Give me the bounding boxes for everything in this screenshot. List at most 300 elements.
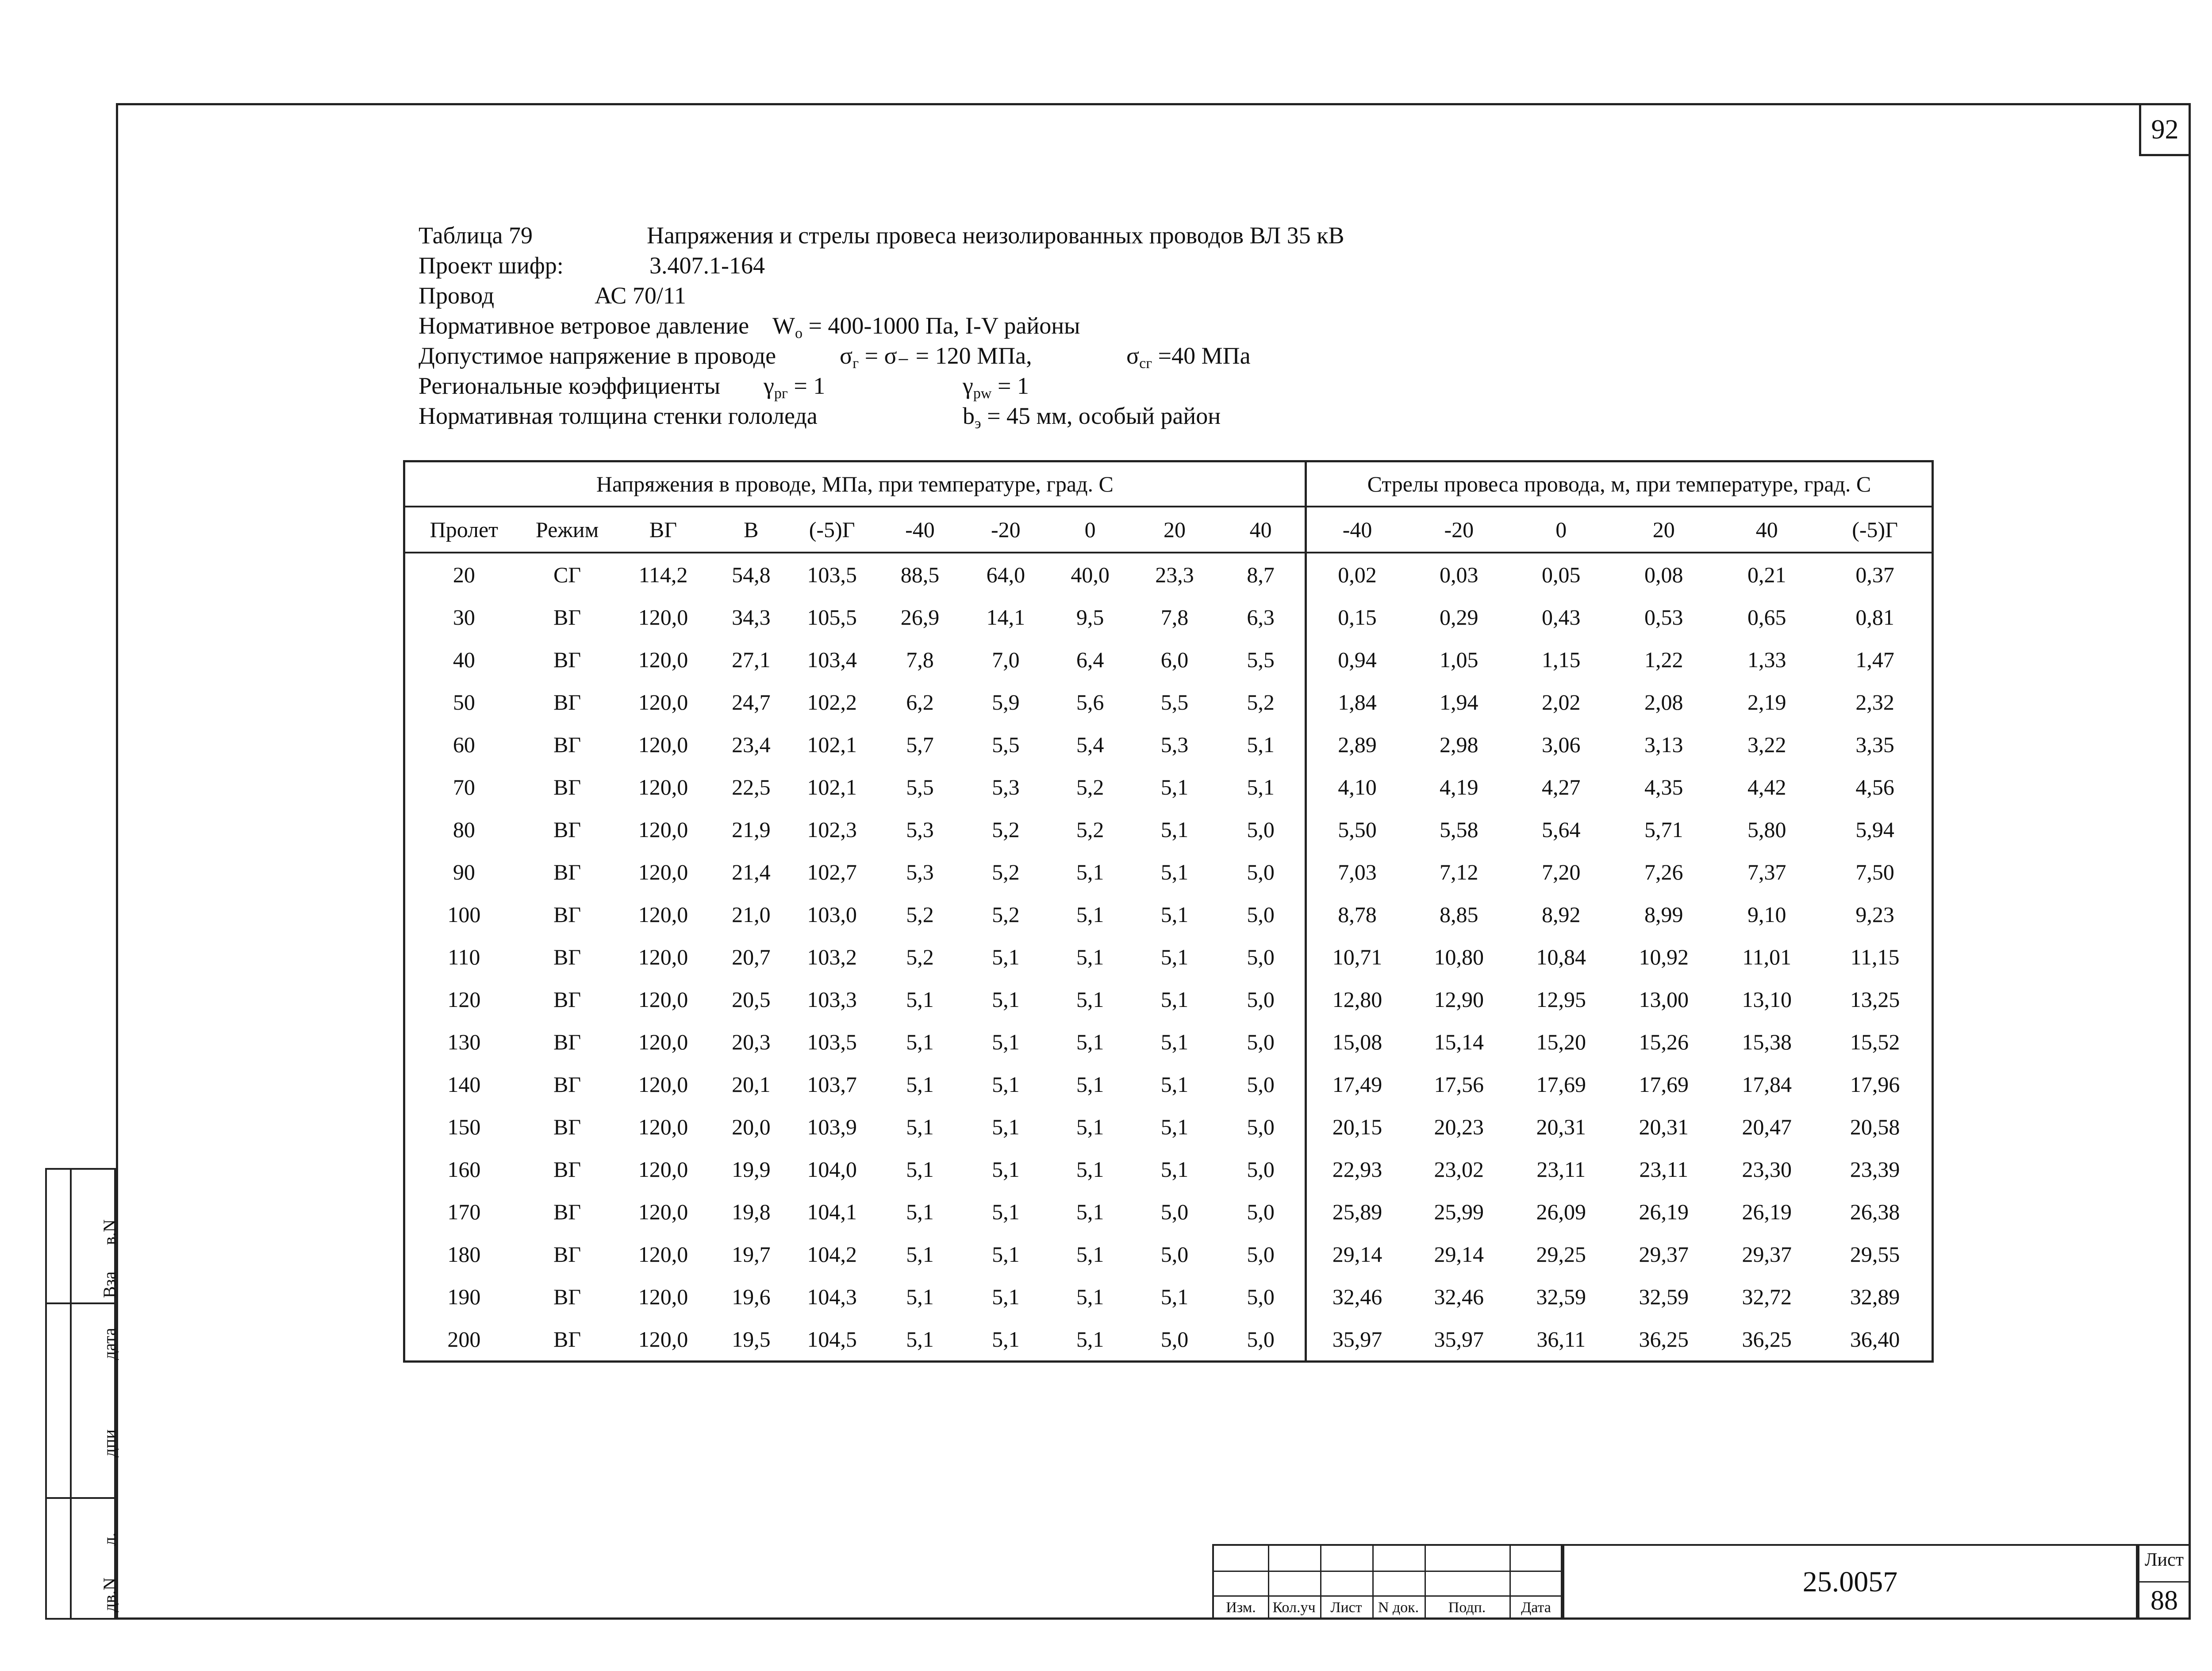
table-cell: 5,6 — [1076, 690, 1104, 714]
side-label-sign: дпи — [100, 1429, 119, 1457]
table-cell: 5,3 — [906, 817, 934, 842]
table-cell: 7,20 — [1542, 860, 1581, 884]
table-cell: 23,30 — [1742, 1157, 1792, 1182]
table-cell: 17,56 — [1434, 1072, 1484, 1097]
table-cell: 5,1 — [1076, 1284, 1104, 1309]
table-cell: 5,1 — [992, 1284, 1020, 1309]
sheet-box — [2138, 1544, 2191, 1620]
table-cell: 26,09 — [1536, 1199, 1586, 1224]
page-number: 92 — [2139, 103, 2191, 156]
table-cell: 120,0 — [638, 605, 688, 630]
stamp-label-list: Лист — [1330, 1599, 1362, 1616]
coef-value-1: = 1 — [794, 373, 826, 399]
table-cell: 60 — [404, 723, 523, 766]
table-cell: 15,08 — [1306, 1021, 1408, 1063]
table-cell: 19,6 — [732, 1284, 771, 1309]
table-cell: 3,13 — [1644, 732, 1683, 757]
table-cell: 35,97 — [1306, 1318, 1408, 1362]
table-cell: 5,0 — [1247, 1242, 1275, 1267]
table-cell: 5,1 — [1160, 1114, 1189, 1139]
table-cell: 104,0 — [807, 1157, 857, 1182]
table-cell: 5,2 — [992, 860, 1020, 884]
table-cell: 120,0 — [638, 732, 688, 757]
table-cell: 15,26 — [1639, 1029, 1689, 1054]
table-row — [404, 1191, 1933, 1233]
ice-value: = 45 мм, особый район — [987, 403, 1221, 429]
table-cell: 20,58 — [1818, 1106, 1932, 1148]
table-cell: 5,58 — [1440, 817, 1479, 842]
table-cell: 4,42 — [1747, 775, 1786, 799]
table-cell: 25,99 — [1434, 1199, 1484, 1224]
table-cell: 40 — [404, 638, 523, 681]
table-cell: ВГ — [553, 1284, 581, 1309]
table-cell: ВГ — [553, 860, 581, 884]
table-cell: 6,2 — [906, 690, 934, 714]
table-cell: 190 — [404, 1275, 523, 1318]
table-cell: 20,5 — [732, 987, 771, 1012]
table-row — [404, 596, 1933, 638]
gamma-subscript-2: рw — [973, 385, 992, 402]
table-cell: 5,1 — [906, 1157, 934, 1182]
table-cell: 5,80 — [1747, 817, 1786, 842]
table-cell: 0,43 — [1542, 605, 1581, 630]
table-cell: ВГ — [553, 1242, 581, 1267]
table-cell: 5,71 — [1644, 817, 1683, 842]
table-cell: 1,05 — [1440, 647, 1479, 672]
table-cell: 5,0 — [1160, 1242, 1189, 1267]
table-row — [404, 723, 1933, 766]
column-header: -20 — [964, 507, 1048, 553]
table-cell: 5,1 — [992, 1199, 1020, 1224]
table-cell: 5,2 — [906, 902, 934, 927]
table-row — [404, 978, 1933, 1021]
table-cell: 5,1 — [1076, 860, 1104, 884]
table-cell: 8,85 — [1440, 902, 1479, 927]
table-cell: 120,0 — [638, 1029, 688, 1054]
ice-label: Нормативная толщина стенки гололеда — [419, 403, 818, 429]
table-row — [404, 766, 1933, 808]
side-label-l: л. — [100, 1533, 119, 1546]
wind-symbol: W — [772, 312, 795, 339]
wind-subscript: о — [795, 325, 803, 342]
side-label-inv-orig: дв.N — [100, 1577, 119, 1612]
table-cell: 20,3 — [732, 1029, 771, 1054]
table-cell: 5,1 — [1076, 1114, 1104, 1139]
column-header: 20 — [1612, 507, 1715, 553]
table-cell: 5,9 — [992, 690, 1020, 714]
table-cell: 20,31 — [1536, 1114, 1586, 1139]
column-header: (-5)Г — [1818, 507, 1932, 553]
table-cell: СГ — [553, 562, 581, 587]
table-cell: 4,35 — [1644, 775, 1683, 799]
sigma-subscript-1: г — [853, 355, 859, 372]
column-header: (-5)Г — [787, 507, 876, 553]
table-cell: 20 — [404, 553, 523, 596]
table-cell: 5,1 — [906, 1242, 934, 1267]
table-cell: 5,1 — [992, 1114, 1020, 1139]
table-cell: 120,0 — [638, 902, 688, 927]
table-cell: 5,1 — [876, 1318, 964, 1362]
table-cell: 5,1 — [906, 1199, 934, 1224]
table-cell: 5,1 — [1160, 775, 1189, 799]
table-cell: 102,3 — [807, 817, 857, 842]
table-cell: 6,3 — [1247, 605, 1275, 630]
table-cell: 102,1 — [807, 775, 857, 799]
table-cell: ВГ — [553, 605, 581, 630]
side-label-inv: в.N — [100, 1219, 119, 1245]
ice-subscript: э — [975, 415, 981, 432]
table-cell: 7,50 — [1818, 851, 1932, 893]
table-row — [404, 1275, 1933, 1318]
table-cell: 0,08 — [1644, 562, 1683, 587]
table-cell: 29,14 — [1434, 1242, 1484, 1267]
table-cell: 5,0 — [1247, 945, 1275, 969]
table-cell: 5,7 — [906, 732, 934, 757]
table-cell: 200 — [404, 1318, 523, 1362]
table-cell: 120,0 — [638, 987, 688, 1012]
table-cell: 5,64 — [1542, 817, 1581, 842]
table-row — [404, 808, 1933, 851]
stress-value-1: = σ₋ = 120 МПа, — [864, 342, 1032, 369]
table-cell: 1,94 — [1440, 690, 1479, 714]
table-cell: 7,37 — [1747, 860, 1786, 884]
table-cell: 7,12 — [1440, 860, 1479, 884]
table-cell: 36,25 — [1715, 1318, 1818, 1362]
table-cell: 15,52 — [1818, 1021, 1932, 1063]
table-cell: 9,23 — [1818, 893, 1932, 936]
wire-value: АС 70/11 — [595, 282, 686, 309]
table-cell: 36,11 — [1510, 1318, 1612, 1362]
table-cell: 5,1 — [992, 1242, 1020, 1267]
table-cell: ВГ — [553, 1114, 581, 1139]
table-cell: 88,5 — [900, 562, 940, 587]
table-cell: 29,25 — [1536, 1242, 1586, 1267]
table-cell: 5,1 — [1160, 945, 1189, 969]
table-cell: 180 — [404, 1233, 523, 1275]
sag-group-header: Стрелы провеса провода, м, при температуре, град. С — [1306, 461, 1932, 507]
table-cell: 5,0 — [1247, 1072, 1275, 1097]
table-cell: 19,9 — [732, 1157, 771, 1182]
table-cell: 0,03 — [1440, 562, 1479, 587]
table-cell: ВГ — [523, 1318, 612, 1362]
table-cell: 23,39 — [1818, 1148, 1932, 1191]
table-cell: 5,2 — [1076, 775, 1104, 799]
column-header: 0 — [1048, 507, 1133, 553]
table-cell: 0,81 — [1818, 596, 1932, 638]
table-cell: 50 — [404, 681, 523, 723]
table-cell: 120,0 — [638, 1242, 688, 1267]
table-cell: ВГ — [553, 987, 581, 1012]
table-cell: 5,1 — [1048, 1318, 1133, 1362]
table-cell: 29,37 — [1639, 1242, 1689, 1267]
table-cell: 26,9 — [900, 605, 940, 630]
table-cell: 170 — [404, 1191, 523, 1233]
table-cell: 2,02 — [1542, 690, 1581, 714]
table-cell: 0,53 — [1644, 605, 1683, 630]
table-cell: 5,50 — [1306, 808, 1408, 851]
table-cell: 2,98 — [1440, 732, 1479, 757]
stamp-label-ndoc: N док. — [1378, 1599, 1419, 1616]
column-header: 40 — [1715, 507, 1818, 553]
table-cell: 15,14 — [1434, 1029, 1484, 1054]
table-cell: 5,5 — [1247, 647, 1275, 672]
table-cell: ВГ — [553, 1029, 581, 1054]
gamma-symbol-2: γ — [963, 373, 973, 399]
column-header: Пролет — [404, 507, 523, 553]
table-cell: 5,1 — [1076, 1242, 1104, 1267]
table-cell: 140 — [404, 1063, 523, 1106]
column-header: -40 — [876, 507, 964, 553]
table-body — [404, 553, 1933, 1362]
table-cell: 104,1 — [807, 1199, 857, 1224]
table-cell: 20,0 — [732, 1114, 771, 1139]
table-cell: ВГ — [553, 945, 581, 969]
column-header: Режим — [523, 507, 612, 553]
table-cell: 120,0 — [638, 1199, 688, 1224]
stamp-row-line — [1214, 1571, 1561, 1572]
column-header: 40 — [1217, 507, 1306, 553]
table-cell: 5,1 — [1160, 1284, 1189, 1309]
table-cell: ВГ — [553, 902, 581, 927]
table-cell: 5,1 — [964, 1318, 1048, 1362]
table-cell: 5,3 — [906, 860, 934, 884]
table-cell: 0,94 — [1306, 638, 1408, 681]
table-cell: 104,3 — [807, 1284, 857, 1309]
table-row — [404, 553, 1933, 596]
table-cell: 5,2 — [992, 902, 1020, 927]
table-cell: 5,0 — [1247, 987, 1275, 1012]
stamp-label-kolu: Кол.уч — [1272, 1599, 1316, 1616]
table-cell: 20,15 — [1306, 1106, 1408, 1148]
table-cell: 40,0 — [1071, 562, 1110, 587]
table-cell: 9,5 — [1076, 605, 1104, 630]
table-cell: 21,9 — [732, 817, 771, 842]
table-cell: 4,27 — [1542, 775, 1581, 799]
side-label-vza: Вза — [100, 1271, 119, 1298]
table-row — [404, 851, 1933, 893]
table-cell: 10,92 — [1639, 945, 1689, 969]
table-cell: 22,5 — [732, 775, 771, 799]
table-cell: 114,2 — [638, 562, 688, 587]
table-cell: 20,7 — [732, 945, 771, 969]
table-cell: 0,37 — [1818, 553, 1932, 596]
stress-value-group-2 — [1126, 341, 1251, 379]
table-cell: 15,38 — [1742, 1029, 1792, 1054]
table-cell: 19,7 — [732, 1242, 771, 1267]
table-title: Напряжения и стрелы провеса неизолированных проводов ВЛ 35 кВ — [647, 222, 1344, 249]
table-cell: 4,10 — [1306, 766, 1408, 808]
table-cell: 5,1 — [1076, 945, 1104, 969]
table-cell: 13,25 — [1818, 978, 1932, 1021]
table-cell: 103,3 — [807, 987, 857, 1012]
side-stamp-separator — [47, 1302, 114, 1304]
table-row — [404, 681, 1933, 723]
table-cell: 100 — [404, 893, 523, 936]
table-row — [404, 1233, 1933, 1275]
stamp-label-izm: Изм. — [1226, 1599, 1256, 1616]
gamma-subscript-1: рг — [774, 385, 788, 402]
table-cell: 104,2 — [807, 1242, 857, 1267]
table-cell: 0,15 — [1306, 596, 1408, 638]
table-cell: 120,0 — [638, 945, 688, 969]
table-cell: 5,1 — [1160, 1157, 1189, 1182]
table-cell: 120,0 — [638, 1072, 688, 1097]
table-cell: 15,20 — [1536, 1029, 1586, 1054]
table-cell: 120 — [404, 978, 523, 1021]
table-cell: 1,33 — [1747, 647, 1786, 672]
table-cell: 17,84 — [1742, 1072, 1792, 1097]
table-cell: 12,80 — [1306, 978, 1408, 1021]
table-cell: 102,1 — [807, 732, 857, 757]
gamma-symbol-1: γ — [764, 373, 774, 399]
table-cell: 8,99 — [1644, 902, 1683, 927]
wire-label: Провод — [419, 282, 495, 309]
table-cell: 120,0 — [638, 860, 688, 884]
table-cell: ВГ — [553, 1199, 581, 1224]
table-cell: 7,03 — [1306, 851, 1408, 893]
table-cell: 3,22 — [1747, 732, 1786, 757]
table-cell: 5,0 — [1247, 1284, 1275, 1309]
table-cell: 120,0 — [638, 817, 688, 842]
table-cell: 5,1 — [1076, 1199, 1104, 1224]
table-cell: 12,95 — [1536, 987, 1586, 1012]
table-cell: ВГ — [553, 1157, 581, 1182]
table-cell: 5,1 — [1076, 987, 1104, 1012]
table-cell: ВГ — [553, 732, 581, 757]
table-cell: 120,0 — [638, 647, 688, 672]
table-cell: 5,2 — [906, 945, 934, 969]
table-cell: 7,8 — [906, 647, 934, 672]
table-cell: 1,15 — [1542, 647, 1581, 672]
stamp-label-data: Дата — [1521, 1599, 1551, 1616]
table-cell: 120,0 — [638, 1114, 688, 1139]
table-cell: 90 — [404, 851, 523, 893]
table-row — [404, 638, 1933, 681]
table-cell: 0,02 — [1306, 553, 1408, 596]
table-cell: 12,90 — [1434, 987, 1484, 1012]
table-cell: 20,31 — [1639, 1114, 1689, 1139]
side-label-date: дата — [100, 1328, 119, 1360]
table-cell: 20,47 — [1742, 1114, 1792, 1139]
table-cell: 5,3 — [992, 775, 1020, 799]
table-cell: 23,11 — [1639, 1157, 1689, 1182]
table-cell: 1,47 — [1818, 638, 1932, 681]
table-cell: 120,0 — [612, 1318, 715, 1362]
table-cell: 5,1 — [992, 1157, 1020, 1182]
table-cell: 5,1 — [1160, 987, 1189, 1012]
table-cell: 70 — [404, 766, 523, 808]
table-cell: 5,0 — [1247, 817, 1275, 842]
table-cell: 17,69 — [1536, 1072, 1586, 1097]
table-cell: 9,10 — [1747, 902, 1786, 927]
sheet-number: 88 — [2139, 1581, 2189, 1617]
column-header: -20 — [1408, 507, 1510, 553]
table-cell: 5,0 — [1247, 902, 1275, 927]
table-cell: 10,71 — [1306, 936, 1408, 978]
table-cell: 0,65 — [1747, 605, 1786, 630]
table-cell: ВГ — [553, 647, 581, 672]
sigma-symbol-2: σ — [1126, 342, 1140, 369]
table-cell: 103,9 — [807, 1114, 857, 1139]
table-cell: 6,4 — [1076, 647, 1104, 672]
table-cell: 2,08 — [1644, 690, 1683, 714]
table-cell: 5,1 — [992, 987, 1020, 1012]
table-cell: 5,1 — [1076, 902, 1104, 927]
table-cell: 23,02 — [1434, 1157, 1484, 1182]
sigma-subscript-2: сг — [1139, 355, 1152, 372]
stress-value-2: =40 МПа — [1158, 342, 1251, 369]
table-cell: 5,1 — [906, 1072, 934, 1097]
table-cell: 32,89 — [1818, 1275, 1932, 1318]
table-cell: 5,0 — [1247, 860, 1275, 884]
table-cell: 0,29 — [1440, 605, 1479, 630]
stamp-label-podp: Подп. — [1448, 1599, 1486, 1616]
stress-label: Допустимое напряжение в проводе — [419, 342, 776, 369]
table-cell: 120,0 — [638, 690, 688, 714]
column-header: ВГ — [612, 507, 715, 553]
table-cell: 36,40 — [1818, 1318, 1932, 1362]
table-cell: ВГ — [553, 817, 581, 842]
table-cell: 5,1 — [906, 1284, 934, 1309]
table-cell: 32,59 — [1639, 1284, 1689, 1309]
table-cell: 19,5 — [715, 1318, 788, 1362]
coef-value-2: = 1 — [997, 373, 1029, 399]
column-header: -40 — [1306, 507, 1408, 553]
table-cell: 3,06 — [1542, 732, 1581, 757]
table-cell: 20,23 — [1434, 1114, 1484, 1139]
table-cell: 105,5 — [807, 605, 857, 630]
table-cell: 5,1 — [1247, 732, 1275, 757]
table-cell: 26,38 — [1818, 1191, 1932, 1233]
table-cell: 32,46 — [1434, 1284, 1484, 1309]
table-cell: 19,8 — [732, 1199, 771, 1224]
table-cell: 5,2 — [1076, 817, 1104, 842]
table-cell: 103,5 — [807, 562, 857, 587]
table-cell: 5,1 — [1076, 1072, 1104, 1097]
table-cell: 110 — [404, 936, 523, 978]
table-cell: 5,1 — [1160, 1029, 1189, 1054]
table-cell: 27,1 — [732, 647, 771, 672]
table-cell: 17,96 — [1818, 1063, 1932, 1106]
table-cell: 4,56 — [1818, 766, 1932, 808]
table-cell: 29,14 — [1306, 1233, 1408, 1275]
table-cell: 104,5 — [787, 1318, 876, 1362]
table-cell: 0,21 — [1747, 562, 1786, 587]
table-cell: 5,0 — [1160, 1199, 1189, 1224]
table-cell: 103,5 — [807, 1029, 857, 1054]
table-cell: 103,7 — [807, 1072, 857, 1097]
side-stamp-separator — [47, 1497, 114, 1499]
table-cell: 120,0 — [638, 1157, 688, 1182]
table-cell: 1,22 — [1644, 647, 1683, 672]
table-cell: 5,0 — [1247, 1029, 1275, 1054]
table-cell: 1,84 — [1306, 681, 1408, 723]
table-cell: 22,93 — [1306, 1148, 1408, 1191]
table-cell: 11,15 — [1818, 936, 1932, 978]
table-cell: 5,1 — [906, 1114, 934, 1139]
table-cell: 20,1 — [732, 1072, 771, 1097]
table-cell: 26,19 — [1639, 1199, 1689, 1224]
table-cell: 5,1 — [992, 1072, 1020, 1097]
table-cell: 2,19 — [1747, 690, 1786, 714]
table-cell: 103,2 — [807, 945, 857, 969]
table-row — [404, 1021, 1933, 1063]
table-cell: 120,0 — [638, 1284, 688, 1309]
table-cell: 23,4 — [732, 732, 771, 757]
table-cell: 5,1 — [906, 1029, 934, 1054]
table-group-header-row — [404, 461, 1933, 507]
table-cell: 5,5 — [906, 775, 934, 799]
